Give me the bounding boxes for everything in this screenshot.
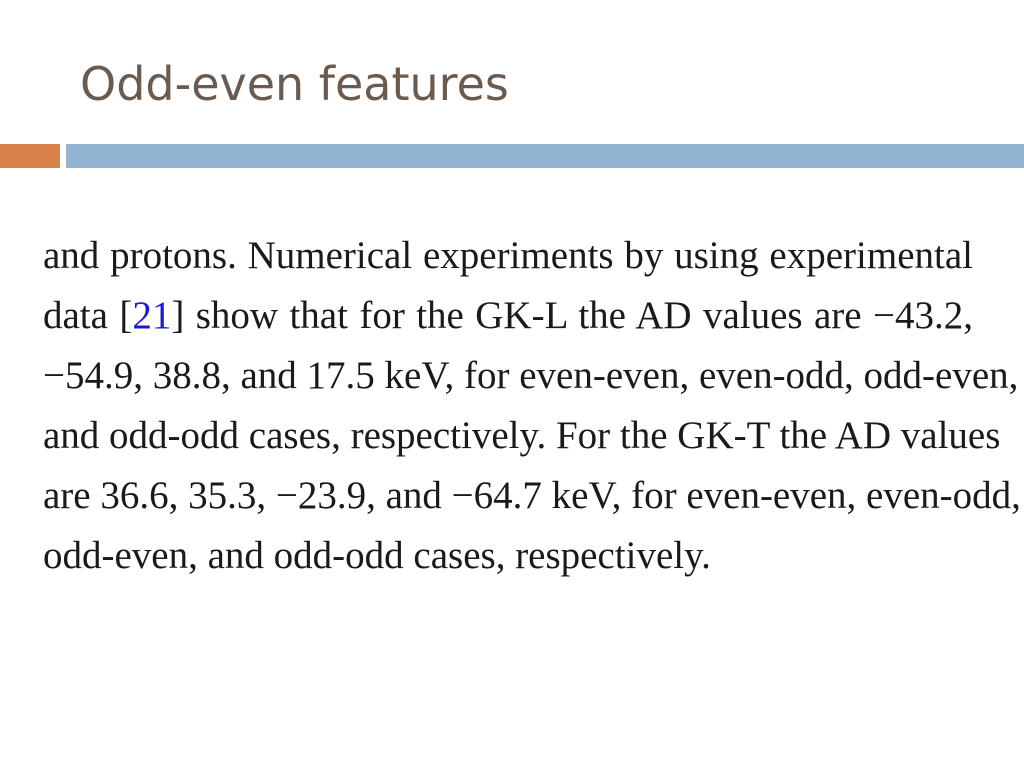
excerpt-line-6: odd-even, and odd-odd cases, respectively.	[43, 534, 711, 577]
slide-title: Odd-even features	[80, 57, 509, 111]
excerpt-text: data [	[43, 294, 133, 337]
excerpt-line-1: and protons. Numerical experiments by using experimental	[43, 234, 973, 277]
excerpt-line-4: and odd-odd cases, respectively. For the GK-T the AD values	[43, 414, 1001, 457]
excerpt-line-2	[43, 286, 973, 346]
excerpt-line-5: are 36.6, 35.3, −23.9, and −64.7 keV, for even-even, even-odd,	[43, 474, 1021, 517]
accent-bar-blue	[66, 144, 1024, 168]
accent-bar-orange	[0, 144, 60, 168]
reference-link[interactable]: 21	[132, 294, 172, 337]
excerpt-line-3: −54.9, 38.8, and 17.5 keV, for even-even, even-odd, odd-even,	[43, 354, 1019, 397]
paper-excerpt	[43, 226, 1021, 586]
excerpt-text: ] show that for the GK-L the AD values are −43.2,	[171, 294, 973, 337]
